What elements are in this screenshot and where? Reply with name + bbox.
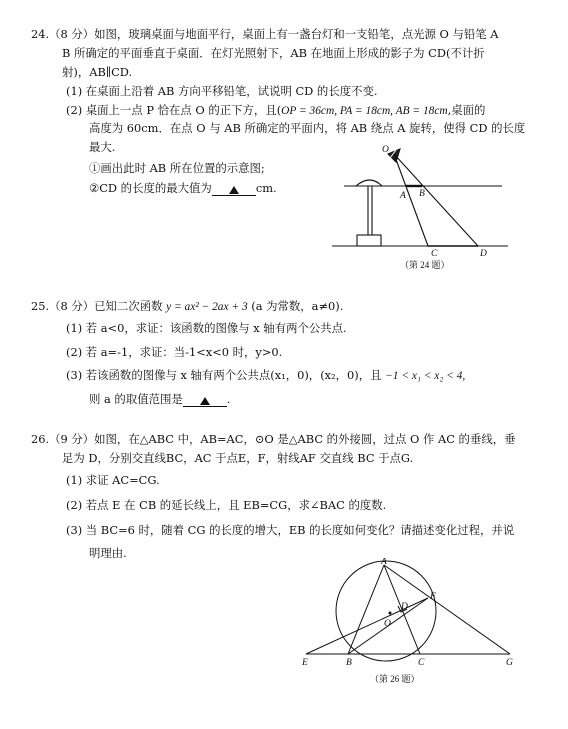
q25-text-b: (a 为常数，a≠0). <box>251 299 344 313</box>
q25-part-3-math: −1 < x₁ < x₂ < 4, <box>385 370 466 382</box>
q24-part-2 <box>66 103 485 118</box>
q26-line-2: 足为 D，分别交直线BC，AC 于点E，F，射线AF 交直线 BC 于点G. <box>62 451 414 465</box>
q24-line-3: 射)，AB∥CD. <box>62 65 133 79</box>
q25-math: y = ax² − 2ax + 3 <box>166 301 248 313</box>
q26-part-3-line-2: 明理由. <box>89 546 127 560</box>
q26-line-1: 26.（9 分）如图，在△ABC 中，AB=AC，⊙O 是△ABC 的外接圆，过点 O 作 AC 的垂线，垂 <box>31 432 516 446</box>
q24-part-2-text-b: ,桌面的 <box>447 103 486 117</box>
label-c: C <box>431 249 438 259</box>
q25-line-1 <box>31 299 343 314</box>
lamp-base <box>357 235 381 246</box>
q24-part-2-text-a: (2) 桌面上一点 P 恰在点 O 的正下方，且( <box>66 103 282 117</box>
figure-26-caption: （第 26 题） <box>370 674 420 684</box>
answer-blank <box>183 394 227 407</box>
q26-part-1: (1) 求证 AC=CG. <box>66 473 160 487</box>
q25-part-3 <box>66 368 465 383</box>
q24-part-2-line-2: 高度为 60cm．在点 O 与 AB 所确定的平面内，将 AB 绕点 A 旋转，使得 CD 的长度 <box>89 121 526 135</box>
label-f: F <box>430 592 436 602</box>
label-g: G <box>506 658 513 668</box>
q24-sub-1: ①画出此时 AB 所在位置的示意图; <box>89 161 265 175</box>
triangle-icon <box>200 397 210 405</box>
label-b: B <box>346 658 352 668</box>
q24-sub-2 <box>89 181 277 196</box>
label-d: D <box>401 602 408 612</box>
q25-part-3-text: (3) 若该函数的图像与 x 轴有两个公共点(x₁，0)，(x₂，0)，且 <box>66 368 382 382</box>
label-a: A <box>400 191 406 201</box>
figure-24 <box>330 136 520 272</box>
label-e: E <box>302 658 308 668</box>
q24-sub-2-text: ②CD 的长度的最大值为 <box>89 181 212 195</box>
q25-part-1: (1) 若 a<0，求证：该函数的图像与 x 轴有两个公共点. <box>66 321 347 335</box>
label-c: C <box>418 658 425 668</box>
label-d: D <box>480 249 487 259</box>
q24-part-1: (1) 在桌面上沿着 AB 方向平移铅笔，试说明 CD 的长度不变. <box>66 84 378 98</box>
triangle-icon <box>229 186 239 194</box>
label-o: O <box>382 145 389 155</box>
q24-sub-2-unit: cm. <box>255 181 277 195</box>
q25-part-2: (2) 若 a=-1，求证：当-1<x<0 时，y>0. <box>66 345 283 359</box>
q25-part-3-line-2: 则 a 的取值范围是 . <box>89 392 231 406</box>
q24-part-2-math: OP = 36cm, PA = 18cm, AB = 18cm <box>281 105 448 117</box>
label-a: A <box>381 558 387 567</box>
center-o <box>389 612 392 615</box>
answer-blank <box>212 183 256 196</box>
label-o: O <box>384 619 391 629</box>
side-ab <box>348 565 384 654</box>
lamp-shade <box>356 180 382 186</box>
q26-part-2: (2) 若点 E 在 CB 的延长线上，且 EB=CG，求∠BAC 的度数. <box>66 498 387 512</box>
q24-part-2-line-3: 最大. <box>89 140 116 154</box>
figure-26 <box>298 558 524 692</box>
q25-text-a: 25.（8 分）已知二次函数 <box>31 299 163 313</box>
label-b: B <box>419 189 425 199</box>
q24-line-1: 24.（8 分）如图，玻璃桌面与地面平行，桌面上有一盏台灯和一支铅笔，点光源 O 与铅笔 A <box>31 27 499 41</box>
q26-part-3: (3) 当 BC=6 时，随着 CG 的长度的增大，EB 的长度如何变化？请描述变化过程，并说 <box>66 523 515 537</box>
q24-line-2: B 所确定的平面垂直于桌面．在灯光照射下，AB 在地面上形成的影子为 CD(不计折 <box>62 46 485 60</box>
figure-24-caption: （第 24 题） <box>400 260 450 270</box>
ray-od <box>394 154 478 246</box>
q25-part-3-text-b: 则 a 的取值范围是 <box>89 392 183 406</box>
